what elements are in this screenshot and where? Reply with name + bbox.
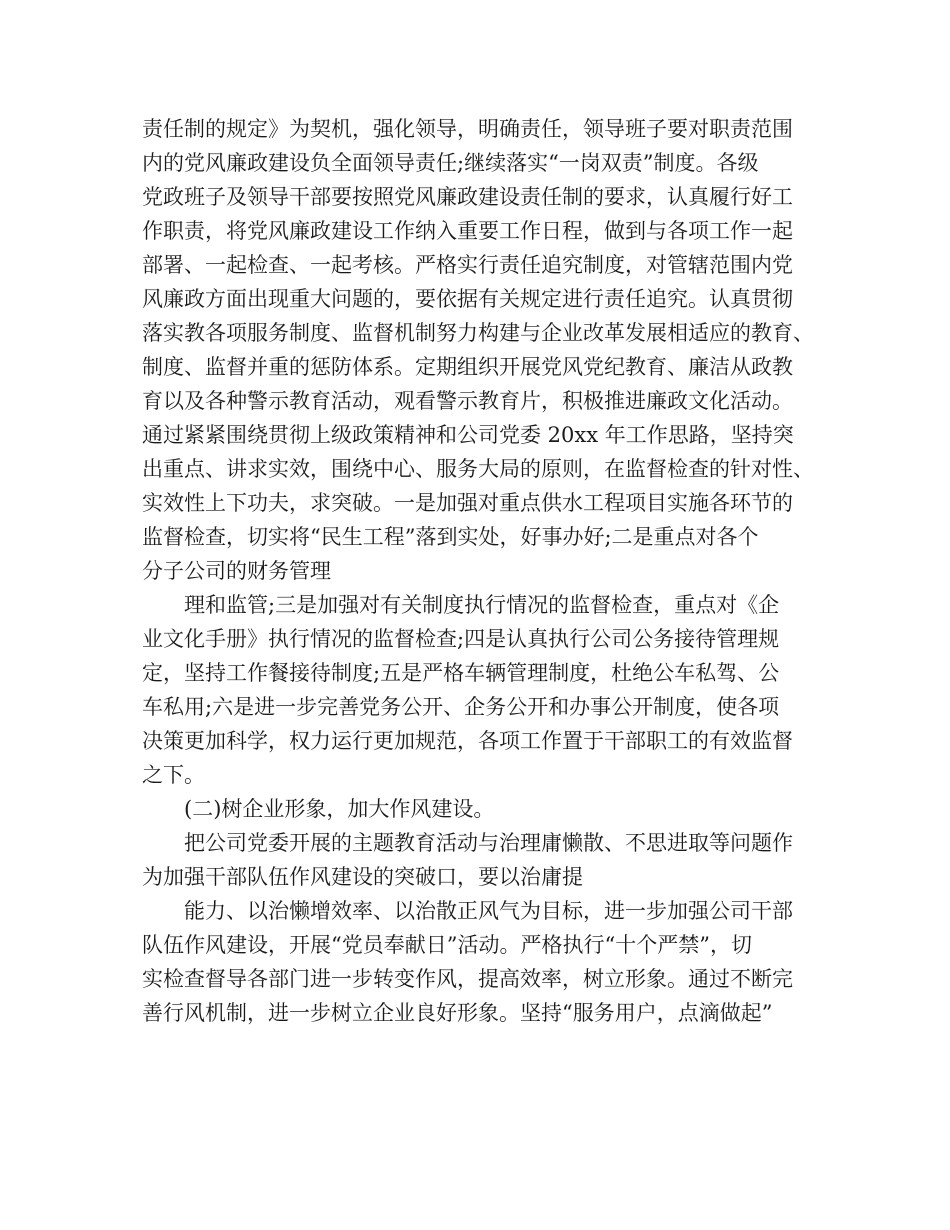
text-line: 队伍作风建设，开展“党员奉献日”活动。严格执行“十个严禁”，切: [142, 933, 752, 957]
text-line: 作职责，将党风廉政建设工作纳入重要工作日程，做到与各项工作一起: [142, 219, 793, 243]
text-line: 监督检查，切实将“民生工程”落到实处，好事办好;二是重点对各个: [142, 525, 759, 549]
text-line: 决策更加科学，权力运行更加规范，各项工作置于干部职工的有效监督: [142, 729, 793, 753]
text-line: 善行风机制，进一步树立企业良好形象。坚持“服务用户，点滴做起”: [142, 1001, 773, 1025]
text-line: 定，坚持工作餐接待制度;五是严格车辆管理制度，杜绝公车私驾、公: [142, 661, 780, 685]
text-line: 风廉政方面出现重大问题的，要依据有关规定进行责任追究。认真贯彻: [142, 287, 793, 311]
text-line: 实效性上下功夫，求突破。一是加强对重点供水工程项目实施各环节的: [142, 491, 793, 515]
section-heading: (二)树企业形象，加大作风建设。: [142, 797, 495, 821]
text-line: 理和监管;三是加强对有关制度执行情况的监督检查，重点对《企: [142, 593, 780, 617]
text-line: 责任制的规定》为契机，强化领导，明确责任，领导班子要对职责范围: [142, 117, 793, 141]
text-line: 通过紧紧围绕贯彻上级政策精神和公司党委 20xx 年工作思路，坚持突: [142, 423, 794, 447]
text-line: 车私用;六是进一步完善党务公开、企务公开和办事公开制度，使各项: [142, 695, 780, 719]
text-line: 党政班子及领导干部要按照党风廉政建设责任制的要求，认真履行好工: [142, 185, 793, 209]
document-body: [142, 112, 822, 1030]
text-line: 制度、监督并重的惩防体系。定期组织开展党风党纪教育、廉洁从政教: [142, 355, 793, 379]
text-line: 把公司党委开展的主题教育活动与治理庸懒散、不思进取等问题作: [142, 831, 793, 855]
text-line: 分子公司的财务管理: [142, 559, 331, 583]
text-line: 能力、以治懒增效率、以治散正风气为目标，进一步加强公司干部: [142, 899, 793, 923]
text-line: 为加强干部队伍作风建设的突破口，要以治庸提: [142, 865, 583, 889]
text-line: 出重点、讲求实效，围绕中心、服务大局的原则，在监督检查的针对性、: [142, 457, 814, 481]
text-line: 之下。: [142, 763, 205, 787]
text-line: 部署、一起检查、一起考核。严格实行责任追究制度，对管辖范围内党: [142, 253, 793, 277]
text-line: 内的党风廉政建设负全面领导责任;继续落实“一岗双责”制度。各级: [142, 151, 759, 175]
text-line: 落实教各项服务制度、监督机制努力构建与企业改革发展相适应的教育、: [142, 321, 814, 345]
text-line: 实检查督导各部门进一步转变作风，提高效率，树立形象。通过不断完: [142, 967, 793, 991]
text-line: 育以及各种警示教育活动，观看警示教育片，积极推进廉政文化活动。: [142, 389, 793, 413]
text-line: 业文化手册》执行情况的监督检查;四是认真执行公司公务接待管理规: [142, 627, 780, 651]
